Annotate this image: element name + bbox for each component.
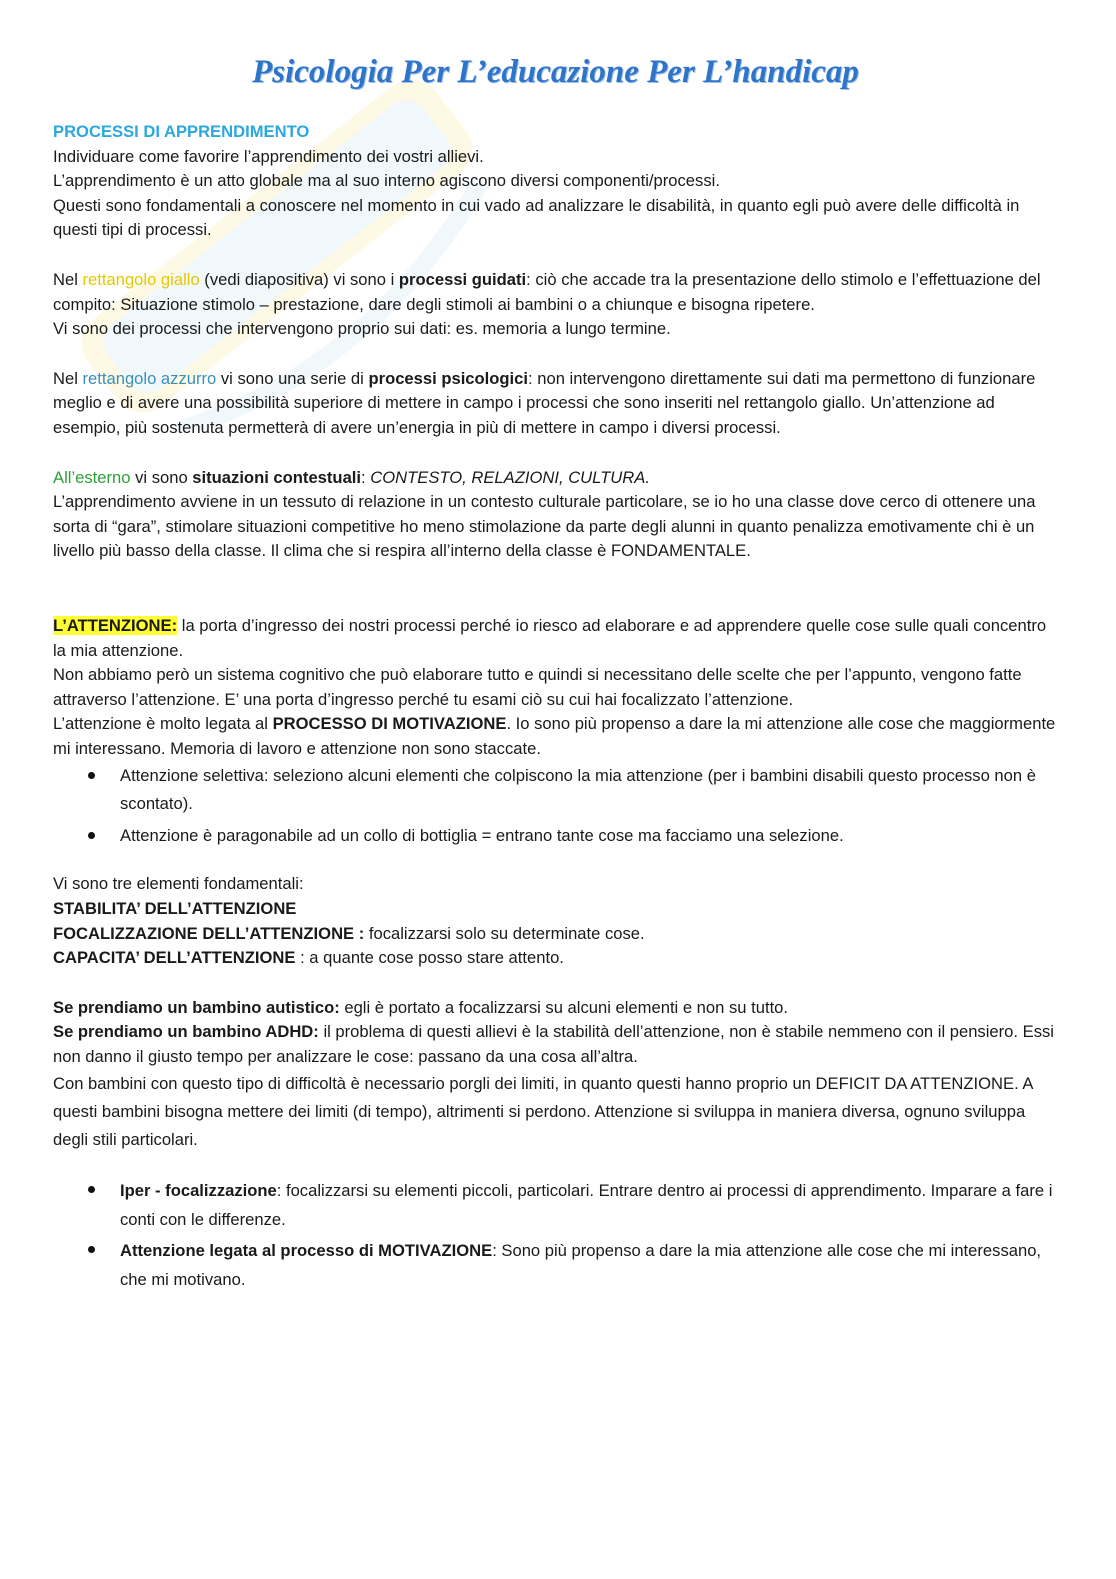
adhd-line: Se prendiamo un bambino ADHD: il problema di questi allievi è la stabilità dell’attenzione, non è stabile nemmeno con il pensiero. Essi non danno il giusto tempo per analizzare le cose: passano da una cosa all’altra.	[53, 1022, 1054, 1067]
external-label: All’esterno	[53, 467, 131, 487]
styles-bullet-list	[53, 1176, 1058, 1294]
autistic-line: Se prendiamo un bambino autistico: egli è portato a focalizzarsi su alcuni elementi e non su tutto.	[53, 997, 789, 1017]
context-list: CONTESTO, RELAZIONI, CULTURA.	[370, 467, 650, 487]
blue-rect-label: rettangolo azzurro	[82, 368, 217, 388]
paragraph: L’apprendimento è un atto globale ma al suo interno agiscono diversi componenti/processi.	[53, 171, 720, 191]
blue-rect-paragraph: Nel rettangolo azzurro vi sono una serie di processi psicologici: non intervengono direttamente sui dati ma permettono di funzionare meglio e di avere una possibilità superiore di mettere in campo i processi che sono inseriti nel rettangolo giallo. Un’attenzione ad esempio, più sostenuta permetterà di avere un’energia in più di mettere in campo i diversi processi.	[53, 368, 1036, 437]
paragraph: Con bambini con questo tipo di difficoltà è necessario porgli dei limiti, in quanto questi hanno proprio un DEFICIT DA ATTENZIONE. A questi bambini bisogna mettere dei limiti (di tempo), altrimenti si perdono. Attenzione si sviluppa in maniera diversa, ognuno sviluppa degli stili particolari.	[53, 1073, 1033, 1149]
motivation-process-label: PROCESSO DI MOTIVAZIONE	[272, 714, 507, 734]
yellow-rect-paragraph: Nel rettangolo giallo (vedi diapositiva) vi sono i processi guidati: ciò che accade tra la presentazione dello stimolo e l’effettuazione del compito: Situazione stimolo – prestazione, dare degli stimoli ai bambini o a chiunque e bisogna ripetere.	[53, 269, 1041, 314]
paragraph: Vi sono tre elementi fondamentali:	[53, 874, 304, 894]
attention-bullet-list	[53, 762, 1058, 850]
bullet-icon	[88, 1246, 95, 1253]
list-item: Attenzione selettiva: seleziono alcuni elementi che colpiscono la mia attenzione (per i bambini disabili questo processo non è scontato).	[53, 762, 1058, 818]
motivation-paragraph: L’attenzione è molto legata al PROCESSO DI MOTIVAZIONE. Io sono più propenso a dare la mi attenzione alle cose che maggiormente mi interessano. Memoria di lavoro e attenzione non sono staccate.	[53, 714, 1056, 758]
bullet-icon	[88, 832, 95, 839]
list-item: Attenzione legata al processo di MOTIVAZIONE: Sono più propenso a dare la mia attenzione alle cose che mi interessano, che mi motivano.	[53, 1236, 1058, 1294]
paragraph: L’apprendimento avviene in un tessuto di relazione in un contesto culturale particolare, se io ho una classe dove cerco di ottenere una sorta di “gara”, stimolare situazioni competitive ho meno stimolazione da parte degli alunni in quanto penalizza emotivamente chi è un livello più basso della classe. Il clima che si respira all’interno della classe è FONDAMENTALE.	[53, 492, 1036, 561]
bullet-icon	[88, 1186, 95, 1193]
capacity-line: CAPACITA’ DELL’ATTENZIONE : a quante cose posso stare attento.	[53, 948, 564, 968]
bullet-icon	[88, 772, 95, 779]
external-paragraph: All’esterno vi sono situazioni contestuali: CONTESTO, RELAZIONI, CULTURA.	[53, 467, 650, 487]
attention-heading: L’ATTENZIONE:	[53, 615, 178, 635]
stability-label: STABILITA’ DELL’ATTENZIONE	[53, 899, 297, 919]
document-title: Psicologia Per L’educazione Per L’handicap	[252, 54, 859, 90]
paragraph: Individuare come favorire l’apprendimento dei vostri allievi.	[53, 146, 484, 166]
paragraph: Vi sono dei processi che intervengono proprio sui dati: es. memoria a lungo termine.	[53, 319, 671, 339]
contextual-situations-label: situazioni contestuali	[192, 467, 362, 487]
attention-intro: L’ATTENZIONE: la porta d’ingresso dei nostri processi perché io riesco ad elaborare e ad apprendere quelle cose sulle quali concentro la mia attenzione.	[53, 615, 1047, 660]
section-heading-processi: PROCESSI DI APPRENDIMENTO	[53, 122, 310, 141]
list-item: Iper - focalizzazione: focalizzarsi su elementi piccoli, particolari. Entrare dentro ai processi di apprendimento. Imparare a fare i conti con le differenze.	[53, 1176, 1058, 1234]
yellow-rect-label: rettangolo giallo	[82, 269, 200, 289]
document-page	[53, 50, 1058, 1294]
psych-processes-label: processi psicologici	[368, 368, 529, 388]
paragraph: Non abbiamo però un sistema cognitivo che può elaborare tutto e quindi si necessitano delle scelte che per l’appunto, vengono fatte attraverso l’attenzione. E’ una porta d’ingresso perché tu esami ciò su cui hai focalizzato l’attenzione.	[53, 665, 1022, 709]
focus-line: FOCALIZZAZIONE DELL’ATTENZIONE : focalizzarsi solo su determinate cose.	[53, 923, 645, 943]
guided-processes-label: processi guidati	[398, 269, 527, 289]
paragraph: Questi sono fondamentali a conoscere nel momento in cui vado ad analizzare le disabilità, in quanto egli può avere delle difficoltà in questi tipi di processi.	[53, 195, 1020, 240]
list-item: Attenzione è paragonabile ad un collo di bottiglia = entrano tante cose ma facciamo una selezione.	[53, 822, 1058, 850]
